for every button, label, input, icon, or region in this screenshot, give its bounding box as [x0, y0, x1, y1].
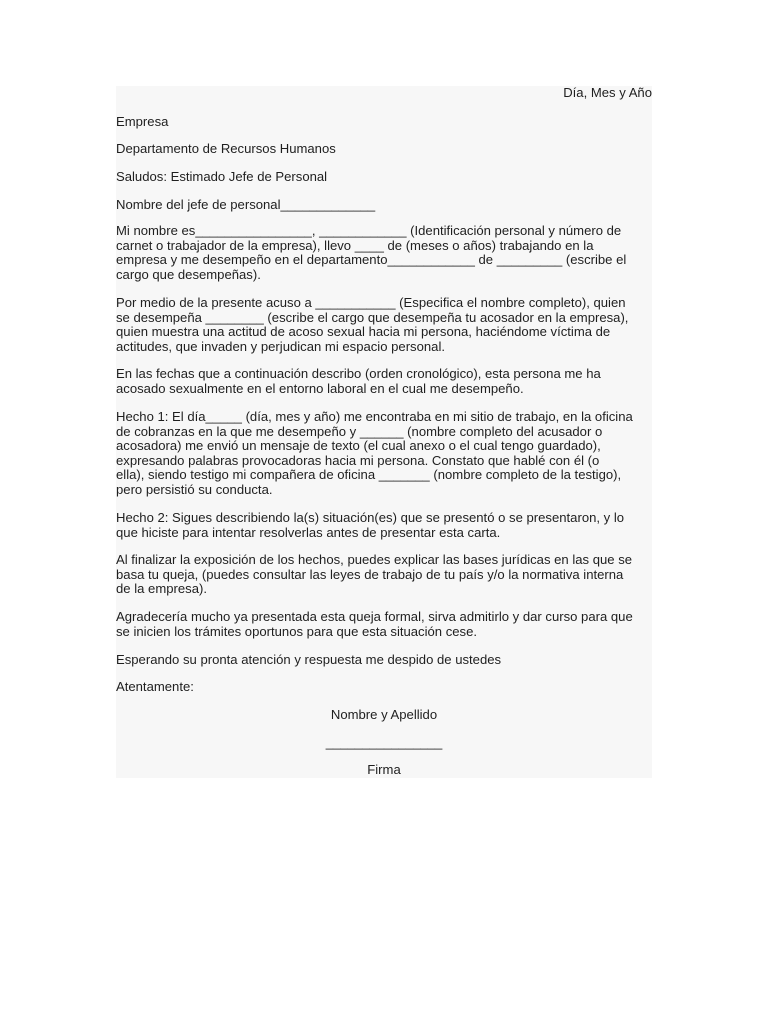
paragraph-dates: En las fechas que a continuación describo (orden cronológico), esta persona me ha acosado sexualmente en el entorno laboral en el cual me desempeño. [116, 366, 601, 396]
date-line: Día, Mes y Año [563, 85, 652, 100]
paragraph-legal: Al finalizar la exposición de los hechos, puedes explicar las bases jurídicas en las que se basa tu queja, (puedes consultar las leyes de trabajo de tu país y/o la normativa interna de la empresa). [116, 552, 633, 597]
signature-line: ________________ [325, 735, 443, 750]
paragraph-farewell: Esperando su pronta atención y respuesta me despido de ustedes [116, 652, 502, 667]
boss-name-line: Nombre del jefe de personal_____________ [116, 197, 376, 212]
paragraph-accusation: Por medio de la presente acuso a ___________ (Especifica el nombre completo), quien se desempeña ________ (escribe el cargo que desempeña tu acosador en la empresa), quien muestra una actitud de acoso sexual hacia mi persona, haciéndome víctima de actitudes, que invaden y perjudican mi espacio personal. [116, 295, 629, 354]
signature-label: Firma [367, 762, 401, 777]
paragraph-intro: Mi nombre es________________, ____________ (Identificación personal y número de carnet o trabajador de la empresa), llevo ____ de (meses o años) trabajando en la empresa y me desempeño en el departamento____________ de _________ (escribe el cargo que desempeñas). [116, 223, 627, 282]
closing-line: Atentamente: [116, 679, 194, 694]
signature-name: Nombre y Apellido [330, 707, 438, 722]
company-line: Empresa [116, 114, 169, 129]
greeting-line: Saludos: Estimado Jefe de Personal [116, 169, 328, 184]
paragraph-fact-2: Hecho 2: Sigues describiendo la(s) situación(es) que se presentó o se presentaron, y lo que hiciste para intentar resolverlas antes de presentar esta carta. [116, 510, 625, 540]
paragraph-fact-1: Hecho 1: El día_____ (día, mes y año) me encontraba en mi sitio de trabajo, en la oficina de cobranzas en la que me desempeño y ______ (nombre completo del acusador o acosadora) me envió un mensaje de texto (el cual anexo o el cual tengo guardado), expresando palabras provocadoras hacia mi persona. Constato que hablé con él (o ella), siendo testigo mi compañera de oficina _______ (nombre completo de la testigo), pero persistió su conducta. [116, 409, 633, 497]
letter-body [116, 86, 652, 778]
department-line: Departamento de Recursos Humanos [116, 141, 336, 156]
paragraph-thanks: Agradecería mucho ya presentada esta queja formal, sirva admitirlo y dar curso para que se inicien los trámites oportunos para que esta situación cese. [116, 609, 633, 639]
